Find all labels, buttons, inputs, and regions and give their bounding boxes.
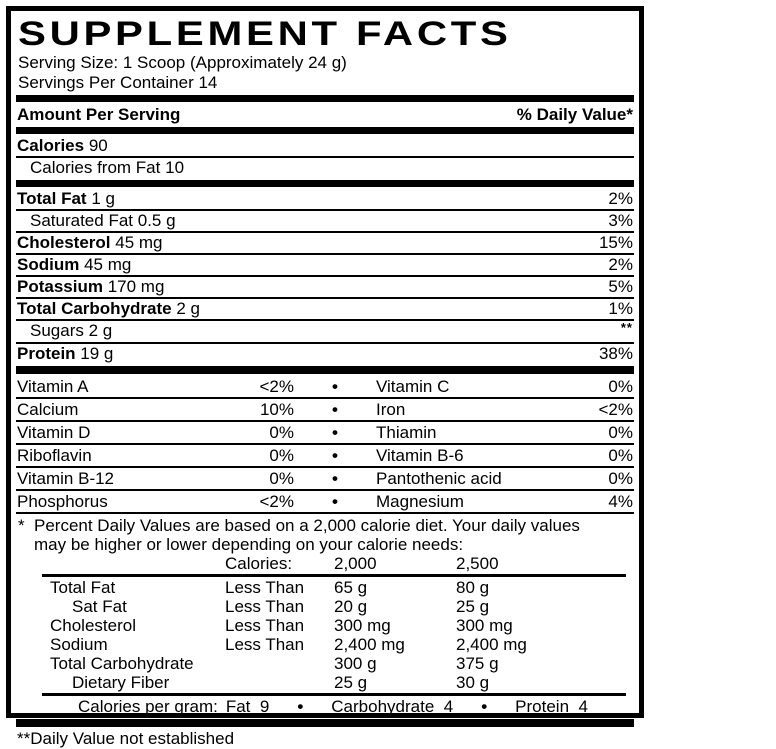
daily-values-table bbox=[42, 554, 626, 717]
vitamin-name: Thiamin bbox=[376, 423, 437, 442]
nutrient-amount: 2 g bbox=[88, 321, 113, 340]
dv-row-name: Total Fat bbox=[50, 578, 116, 597]
calories-value: 90 bbox=[88, 136, 108, 155]
dv-row-qualifier bbox=[225, 654, 334, 673]
col-2000-header: 2,000 bbox=[334, 554, 377, 573]
dv-row-2000: 300 g bbox=[334, 654, 377, 673]
nutrient-name: Sodium bbox=[17, 255, 80, 274]
cpg-carb-value: 4 bbox=[443, 697, 454, 716]
dv-row-qualifier: Less Than bbox=[225, 578, 305, 597]
cpg-carb-name: Carbohydrate bbox=[331, 697, 435, 716]
dv-row-name: Cholesterol bbox=[50, 616, 136, 635]
cpg-protein-name: Protein bbox=[515, 697, 570, 716]
nutrient-dv: 15% bbox=[598, 233, 633, 252]
nutrient-row-total-fat bbox=[16, 189, 634, 209]
dv-row-2000: 65 g bbox=[334, 578, 368, 597]
nutrient-dv: ** bbox=[620, 320, 633, 335]
vitamin-value: 0% bbox=[608, 423, 633, 442]
dv-row-qualifier: Less Than bbox=[225, 597, 305, 616]
nutrient-name: Protein bbox=[17, 344, 76, 363]
supplement-facts-label bbox=[6, 6, 644, 748]
nutrient-name: Total Fat bbox=[17, 189, 87, 208]
nutrient-amount: 45 mg bbox=[115, 233, 163, 252]
dv-not-established-note: **Daily Value not established bbox=[17, 729, 235, 748]
vitamin-value: 0% bbox=[608, 469, 633, 488]
dv-row-name: Sat Fat bbox=[72, 597, 127, 616]
section-divider-bar bbox=[16, 95, 634, 102]
vitamin-name: Vitamin C bbox=[376, 377, 450, 396]
table-rule bbox=[42, 574, 626, 577]
vitamin-row bbox=[16, 491, 634, 512]
nutrient-amount: 45 mg bbox=[84, 255, 132, 274]
cpg-fat-value: 9 bbox=[259, 697, 270, 716]
footnote-asterisk: * bbox=[18, 516, 25, 535]
vitamin-row bbox=[16, 422, 634, 443]
vitamin-value: 4% bbox=[608, 492, 633, 511]
vitamin-row bbox=[16, 445, 634, 466]
nutrient-amount: 1 g bbox=[91, 189, 115, 208]
calories-row bbox=[16, 136, 634, 156]
daily-values-table-row bbox=[42, 654, 626, 673]
nutrient-amount: 0.5 g bbox=[137, 211, 176, 230]
dv-row-2000: 20 g bbox=[334, 597, 368, 616]
nutrient-amount: 170 mg bbox=[107, 277, 165, 296]
column-header-row bbox=[16, 104, 634, 125]
servings-per-container: Servings Per Container 14 bbox=[18, 73, 218, 92]
daily-values-table-row bbox=[42, 597, 626, 616]
vitamin-name: Vitamin B-6 bbox=[376, 446, 464, 465]
dv-row-2500: 375 g bbox=[456, 654, 499, 673]
vitamin-value: <2% bbox=[259, 377, 294, 396]
dv-row-2500: 30 g bbox=[456, 673, 490, 692]
vitamin-value: 10% bbox=[259, 400, 294, 419]
vitamin-value: 0% bbox=[608, 446, 633, 465]
nutrient-name: Potassium bbox=[17, 277, 103, 296]
vitamin-name: Vitamin A bbox=[17, 377, 89, 396]
nutrient-dv: 2% bbox=[608, 255, 633, 274]
vitamin-name: Vitamin D bbox=[17, 423, 91, 442]
row-separator bbox=[16, 512, 634, 514]
section-divider-bar bbox=[16, 719, 634, 727]
dv-row-2000: 300 mg bbox=[334, 616, 391, 635]
bullet-separator-icon: • bbox=[332, 377, 338, 396]
nutrient-dv: 3% bbox=[608, 211, 633, 230]
calories-column-label: Calories: bbox=[225, 554, 293, 573]
nutrient-dv: 2% bbox=[608, 189, 633, 208]
dv-row-2500: 80 g bbox=[456, 578, 490, 597]
daily-values-table-row bbox=[42, 673, 626, 692]
vitamin-value: 0% bbox=[608, 377, 633, 396]
daily-values-table-row bbox=[42, 635, 626, 654]
nutrient-name: Total Carbohydrate bbox=[17, 299, 172, 318]
bullet-separator-icon: • bbox=[481, 697, 488, 716]
daily-values-table-row bbox=[42, 578, 626, 597]
nutrient-dv: 38% bbox=[598, 344, 633, 363]
section-divider-bar bbox=[16, 127, 634, 134]
vitamin-row bbox=[16, 468, 634, 489]
nutrient-row-sodium bbox=[16, 255, 634, 275]
calories-per-gram-row bbox=[78, 697, 626, 717]
footnote-line1: Percent Daily Values are based on a 2,000 calorie diet. Your daily values bbox=[34, 516, 580, 535]
section-divider-bar bbox=[16, 366, 634, 374]
dv-row-2500: 25 g bbox=[456, 597, 490, 616]
dv-row-qualifier bbox=[225, 673, 334, 692]
nutrient-name: Saturated Fat bbox=[30, 211, 134, 230]
vitamin-name: Vitamin B-12 bbox=[17, 469, 115, 488]
vitamin-name: Riboflavin bbox=[17, 446, 92, 465]
daily-values-table-header bbox=[42, 554, 626, 573]
dv-row-2000: 25 g bbox=[334, 673, 368, 692]
dv-row-qualifier: Less Than bbox=[225, 635, 305, 654]
vitamin-name: Calcium bbox=[17, 400, 79, 419]
dv-row-name: Dietary Fiber bbox=[72, 673, 170, 692]
section-divider-bar bbox=[16, 180, 634, 187]
calories-label: Calories bbox=[17, 136, 85, 155]
daily-values-table-row bbox=[42, 616, 626, 635]
dv-row-name: Sodium bbox=[50, 635, 108, 654]
footnote-line2: may be higher or lower depending on your calorie needs: bbox=[34, 535, 464, 554]
col-2500-header: 2,500 bbox=[456, 554, 499, 573]
daily-value-header: % Daily Value* bbox=[516, 105, 633, 124]
vitamin-value: <2% bbox=[598, 400, 633, 419]
bullet-separator-icon: • bbox=[332, 446, 338, 465]
bullet-separator-icon: • bbox=[297, 697, 304, 716]
vitamin-name: Magnesium bbox=[376, 492, 464, 511]
dv-row-2000: 2,400 mg bbox=[334, 635, 405, 654]
nutrient-amount: 19 g bbox=[80, 344, 114, 363]
vitamin-name: Pantothenic acid bbox=[376, 469, 502, 488]
table-rule bbox=[42, 693, 626, 696]
nutrient-row-sugars bbox=[16, 321, 634, 342]
cpg-fat-name: Fat bbox=[225, 697, 251, 716]
label-title: SUPPLEMENT FACTS bbox=[18, 15, 512, 53]
calories-from-fat-row bbox=[16, 158, 634, 178]
dv-row-2500: 300 mg bbox=[456, 616, 513, 635]
vitamin-row bbox=[16, 399, 634, 420]
bullet-separator-icon: • bbox=[332, 400, 338, 419]
nutrient-dv: 5% bbox=[608, 277, 633, 296]
bullet-separator-icon: • bbox=[332, 492, 338, 511]
calories-per-gram-label: Calories per gram: bbox=[78, 697, 218, 716]
calories-from-fat-label: Calories from Fat bbox=[30, 158, 161, 177]
nutrient-row-protein bbox=[16, 344, 634, 364]
nutrient-dv: 1% bbox=[608, 299, 633, 318]
nutrient-name: Sugars bbox=[30, 321, 84, 340]
vitamin-name: Iron bbox=[376, 400, 406, 419]
dv-row-2500: 2,400 mg bbox=[456, 635, 527, 654]
nutrient-name: Cholesterol bbox=[17, 233, 111, 252]
vitamin-row bbox=[16, 376, 634, 397]
vitamin-value: 0% bbox=[269, 423, 294, 442]
vitamin-value: <2% bbox=[259, 492, 294, 511]
serving-size: Serving Size: 1 Scoop (Approximately 24 g) bbox=[18, 53, 347, 72]
bullet-separator-icon: • bbox=[332, 469, 338, 488]
vitamin-value: 0% bbox=[269, 446, 294, 465]
nutrient-row-total-carbohydrate bbox=[16, 299, 634, 319]
nutrient-row-saturated-fat bbox=[16, 211, 634, 231]
bullet-separator-icon: • bbox=[332, 423, 338, 442]
cpg-protein-value: 4 bbox=[578, 697, 588, 716]
nutrient-row-cholesterol bbox=[16, 233, 634, 253]
nutrient-amount: 2 g bbox=[176, 299, 200, 318]
nutrient-row-potassium bbox=[16, 277, 634, 297]
vitamin-value: 0% bbox=[269, 469, 294, 488]
vitamin-name: Phosphorus bbox=[17, 492, 108, 511]
dv-row-qualifier: Less Than bbox=[225, 616, 305, 635]
amount-per-serving-header: Amount Per Serving bbox=[17, 105, 181, 124]
dv-row-name: Total Carbohydrate bbox=[50, 654, 194, 673]
calories-from-fat-value: 10 bbox=[165, 158, 185, 177]
daily-values-footnote bbox=[16, 516, 634, 554]
